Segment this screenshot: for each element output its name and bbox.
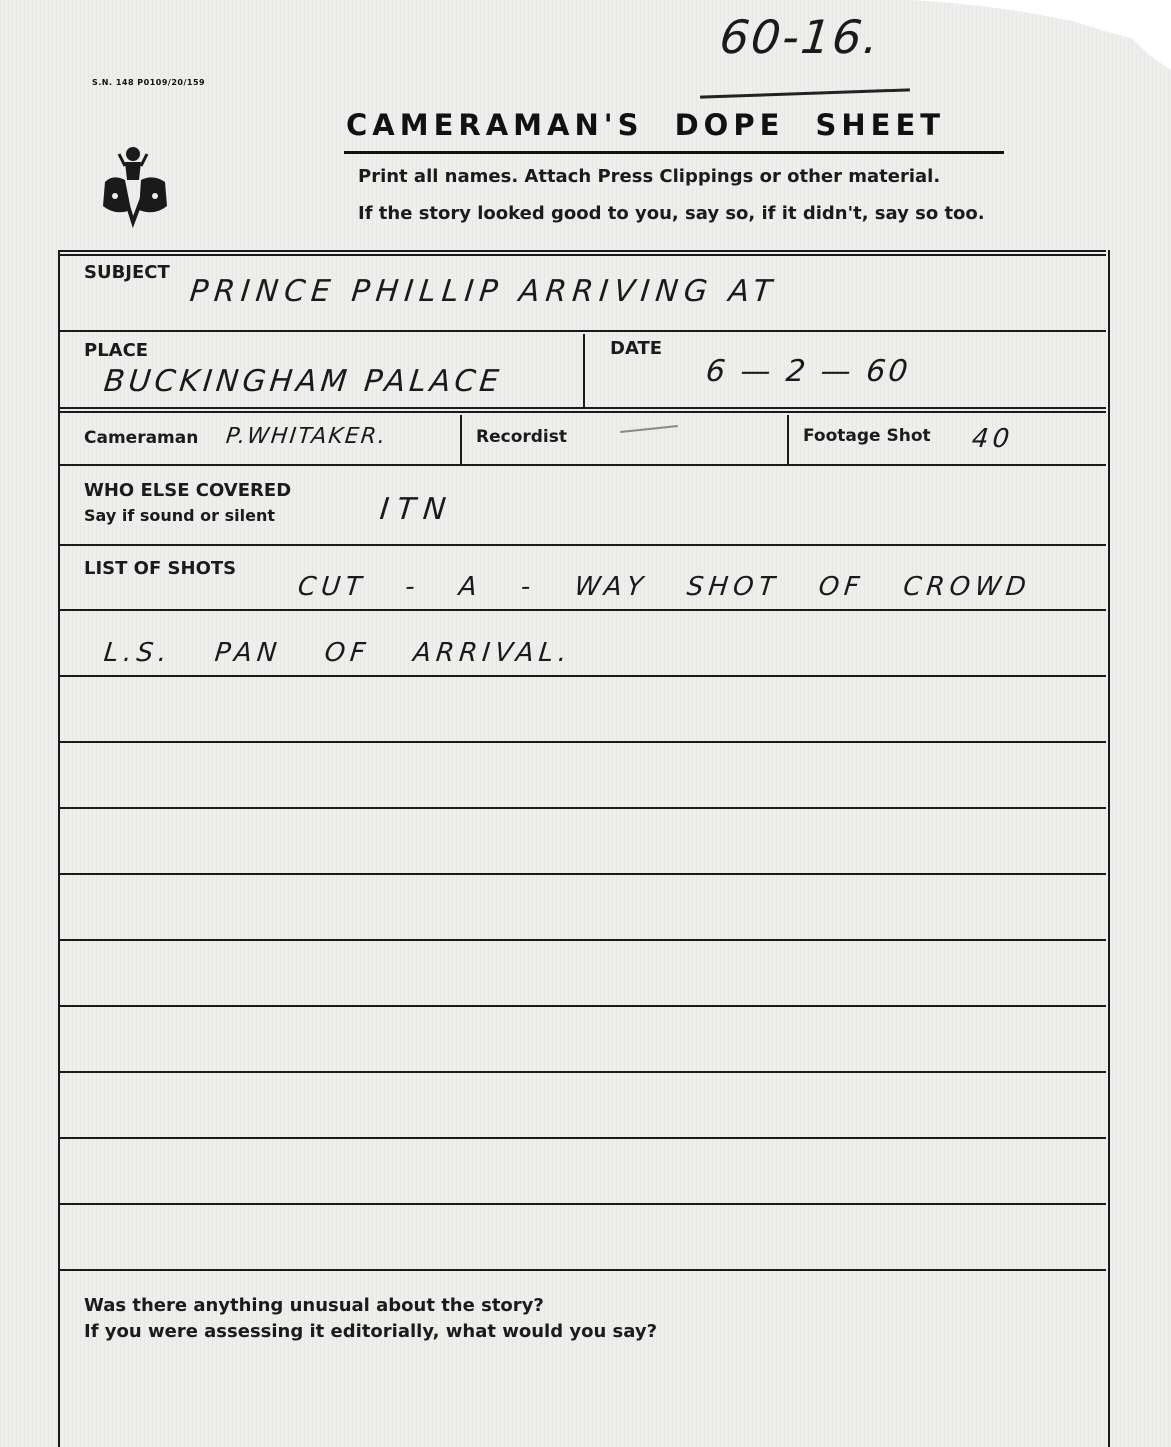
date-label: DATE [610, 338, 663, 359]
form-rule [58, 939, 1106, 941]
place-date-divider [583, 334, 585, 407]
title-underline [344, 151, 1004, 154]
form-rule [58, 741, 1106, 743]
form-rule [58, 873, 1106, 875]
form-rule [58, 544, 1106, 546]
form-rule [58, 675, 1106, 677]
cameraman-recordist-divider [460, 415, 462, 464]
instruction-line-2: If the story looked good to you, say so, if it didn't, say so too. [358, 203, 985, 224]
form-rule [58, 254, 1106, 256]
form-rule [58, 411, 1106, 413]
recordist-footage-divider [787, 415, 789, 464]
unusual-question: Was there anything unusual about the story? [84, 1295, 544, 1316]
form-rule [58, 1137, 1106, 1139]
shot-line[interactable]: CUT - A - WAY SHOT OF CROWD [296, 572, 1033, 602]
footage-shot-value[interactable]: 40 [970, 424, 1015, 454]
list-of-shots-label: LIST OF SHOTS [84, 558, 237, 579]
place-value[interactable]: BUCKINGHAM PALACE [102, 364, 505, 399]
who-else-covered-value[interactable]: ITN [378, 492, 456, 527]
form-rule [58, 407, 1106, 409]
cameraman-value[interactable]: P.WHITAKER. [224, 424, 389, 449]
serial-number: S.N. 148 P0109/20/159 [92, 78, 206, 87]
date-value[interactable]: 6 — 2 — 60 [704, 354, 913, 389]
sheet-title: CAMERAMAN'S DOPE SHEET [346, 108, 946, 142]
subject-value[interactable]: PRINCE PHILLIP ARRIVING AT [188, 274, 780, 309]
shot-line[interactable]: L.S. PAN OF ARRIVAL. [102, 638, 574, 668]
subject-label: SUBJECT [84, 262, 170, 283]
form-rule [58, 1203, 1106, 1205]
torn-corner [911, 0, 1171, 70]
film-reel-emblem-icon [95, 140, 175, 230]
recordist-label: Recordist [476, 427, 568, 447]
cameraman-label: Cameraman [84, 428, 199, 448]
handwritten-underline [700, 88, 910, 98]
who-else-covered-label: WHO ELSE COVERED [84, 480, 292, 501]
form-frame [58, 250, 1110, 1447]
form-rule [58, 1071, 1106, 1073]
footage-shot-label: Footage Shot [803, 426, 931, 446]
form-rule [58, 1005, 1106, 1007]
editorial-question: If you were assessing it editorially, what would you say? [84, 1321, 658, 1342]
who-else-covered-hint: Say if sound or silent [84, 506, 275, 525]
form-rule [58, 250, 1106, 252]
instruction-line-1: Print all names. Attach Press Clippings or other material. [358, 166, 941, 187]
handwritten-reference-number: 60-16. [717, 10, 884, 64]
form-rule [58, 1269, 1106, 1271]
place-label: PLACE [84, 340, 149, 361]
form-rule [58, 330, 1106, 332]
form-rule [58, 807, 1106, 809]
form-rule [58, 609, 1106, 611]
form-rule [58, 464, 1106, 466]
